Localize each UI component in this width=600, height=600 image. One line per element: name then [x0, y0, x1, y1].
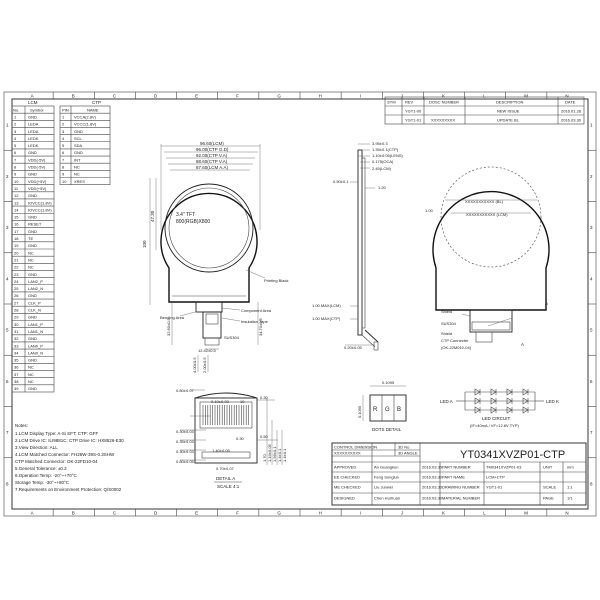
panel-outline	[161, 193, 257, 302]
dim-ctp-od: 96.00(CTP O.D)	[196, 147, 229, 152]
tb-unit-value: 1:1	[567, 484, 573, 490]
lcm-pin-symbol: GND	[28, 243, 37, 249]
lcm-pin-no: 3	[14, 128, 17, 134]
border-letter-bottom: N	[565, 510, 569, 516]
lcm-pin-no: 14	[14, 207, 19, 213]
detail-dim-4: 0.30±0.03	[176, 449, 194, 454]
rev-row2-date: 2016.03.30	[561, 117, 582, 123]
ctp-pin-name: VCCC(1.8V)	[74, 121, 97, 127]
ctp-pin-name: INT	[74, 157, 81, 163]
fpc-tail	[203, 312, 221, 338]
back-fpc	[470, 310, 512, 332]
dim-fpc-34: 34.70±0.5	[258, 318, 263, 336]
lcm-pin-symbol: GND	[28, 214, 37, 220]
control-dimension-label: CONTROL DIMENSION	[334, 444, 378, 450]
border-number-left: 1	[6, 122, 9, 128]
rev-row2-description: UPDATE BL	[497, 117, 519, 123]
ctp-connecter-label: CTP Connecter	[441, 338, 469, 343]
lcm-pin-no: 7	[14, 157, 17, 163]
side-dim-ctp: 1.35±0.1(CTP)	[372, 147, 399, 152]
lcm-pin-no: 17	[14, 228, 19, 234]
border-letter-top: K	[442, 93, 446, 99]
detail-dim-9: 0.80±0.05	[176, 459, 194, 464]
dim-fpc-12: 12.42±0.5	[198, 348, 216, 353]
led-circuit-subtitle: (IF=40mA / VF=12.8V TYP)	[470, 423, 519, 428]
side-dim-lens: 1.10±0.05(LENS)	[372, 153, 403, 158]
back-label-a: A	[545, 301, 549, 306]
lcm-pin-symbol: NC	[28, 257, 34, 263]
lcm-pin-no: 23	[14, 271, 19, 277]
lcm-pin-symbol: LAN0_N	[28, 350, 44, 356]
border-letter-top: F	[236, 93, 240, 99]
lcm-pin-symbol: LAN1_N	[28, 328, 44, 334]
lcm-pin-no: 2	[14, 121, 17, 127]
lcm-pin-no: 18	[14, 236, 19, 241]
back-sus304-label: SUS304	[441, 321, 456, 326]
lcm-pin-no: 28	[14, 307, 19, 313]
lcm-pin-no: 24	[14, 278, 19, 284]
side-view	[312, 141, 404, 350]
detail-dim-6: 0.30	[236, 436, 244, 441]
title-block-rows	[334, 465, 574, 501]
border-letter-bottom: C	[112, 510, 117, 516]
tb-name: Liu Junwei	[374, 484, 393, 490]
3d-no-label: 3D No.	[398, 444, 411, 450]
ctp-header-pin: PIN	[62, 107, 69, 113]
border-letter-bottom: L	[483, 510, 486, 516]
note-line: 7.Requirements on Environment Protection: Q/S0002	[15, 487, 122, 492]
rev-header-dosc: DOSC NUMBER	[429, 99, 460, 105]
lcm-pin-no: 37	[14, 371, 19, 377]
border-letter-top: M	[524, 93, 529, 99]
tb-value: TM0341XVZP01-03	[486, 464, 522, 470]
border-number-left: 7	[6, 430, 9, 436]
note-line: 1.LCM Display Type: A-Si SFT; CTP: GFF	[15, 431, 99, 436]
detail-dim-7: 10	[240, 399, 245, 404]
lcm-pin-symbol: GND	[28, 314, 37, 320]
led-circuit-title: LED CIRCUIT	[482, 416, 511, 421]
lcm-pin-symbol: LAN0_P	[28, 343, 43, 349]
tb-name: Chen HuiXuan	[374, 495, 401, 501]
ctp-pin-no: 5	[62, 143, 65, 149]
note-line: 3.View Direction: ALL	[15, 445, 58, 450]
detail-dim-8: 0.70±0.07	[216, 466, 234, 471]
lcm-pin-no: 39	[14, 386, 19, 392]
ctp-connector-shape	[476, 332, 492, 342]
rev-header-rev: REV	[405, 99, 414, 105]
border-number-left: 5	[6, 327, 9, 333]
notes-title: Notes:	[15, 423, 29, 428]
ctp-pin-no: 9	[62, 171, 65, 177]
ctp-pin-name: XRES	[74, 178, 85, 184]
ctp-pin-name: SDA	[74, 143, 83, 149]
border-letter-bottom: J	[400, 510, 404, 516]
lcm-pin-symbol: CLK_P	[28, 300, 41, 306]
side-dim-ctp-max: 1.00 MAX(CTP)	[312, 316, 341, 321]
border-number-left: 8	[6, 481, 9, 487]
border-number-right: 7	[590, 430, 593, 436]
lcm-pin-symbol: NC	[28, 379, 34, 384]
border-number-left: 2	[6, 173, 9, 179]
lcm-pin-symbol: GND	[28, 336, 37, 342]
side-dim-lcm-max: 1.00 MAX(LCM)	[312, 303, 341, 308]
dim-ctp-va-2: 88.60(CTP V.A)	[196, 159, 228, 164]
ctp-pin-no: 6	[62, 150, 65, 156]
ctp-pin-name: VCCA(2.8V)	[74, 114, 97, 120]
dim-fpc-32: 32.60±0.5	[166, 318, 171, 336]
note-line: 5.General Tolerance: ±0.2	[15, 466, 67, 471]
ctp-header-name: NAME	[87, 107, 99, 113]
lcm-pin-symbol: NC	[28, 364, 34, 370]
border-number-left: 3	[6, 225, 9, 231]
lcm-title: LCM	[28, 100, 38, 105]
border-number-right: 2	[590, 173, 593, 179]
ctp-pin-no: 3	[62, 128, 65, 134]
lcm-pin-no: 19	[14, 243, 19, 249]
title-block	[332, 443, 586, 505]
lcm-pin-symbol: LEDA	[28, 121, 39, 127]
lcm-pin-symbol: LAN1_P	[28, 321, 43, 327]
border-letter-bottom: F	[236, 510, 240, 516]
border-letter-top: G	[277, 93, 281, 99]
lcm-pin-symbol: VDD(+5V)	[28, 185, 47, 191]
inner-frame	[12, 99, 588, 509]
detail-rdim-2: 1.70	[262, 454, 267, 462]
dim-lcm-aa: 87.60(LCM A.A)	[196, 165, 229, 170]
lcm-pin-no: 13	[14, 200, 19, 206]
lcm-pin-symbol: LEDK	[28, 135, 39, 141]
lcm-pin-symbol: GND	[28, 386, 37, 392]
panel-size-label: 3.4" TFT	[176, 212, 196, 218]
active-area-circle	[165, 184, 253, 272]
dots-letter-b: B	[397, 407, 402, 413]
tb-field: DRAWING NUMBER	[442, 484, 480, 490]
detail-a-body	[195, 398, 257, 463]
border-letter-bottom: M	[524, 510, 529, 516]
dots-detail-title: DOTS DETAIL	[372, 427, 402, 432]
lcm-pin-symbol: NC	[28, 264, 34, 270]
detail-a-scale: SCALE 4:1	[217, 484, 240, 489]
note-line: 6.Operation Temp: -20°~+70°C	[15, 473, 77, 478]
ctp-pin-no: 8	[62, 164, 65, 170]
note-line: 2.LCM Drive IC: ILI9881C; CTP Drive IC: HX8526-E30	[15, 438, 124, 443]
dots-letter-r: R	[373, 407, 378, 413]
ctp-pin-name: GND	[74, 150, 83, 156]
revision-table	[385, 97, 584, 124]
dots-width: 0.1095	[382, 380, 395, 385]
rev-header-date: DATE	[565, 99, 576, 105]
dim-lcm-width: 96.60(LCM)	[200, 141, 224, 146]
tb-role: EE CHECKED	[334, 474, 361, 480]
detail-rdim-6: 1.4±0.1	[282, 448, 287, 462]
border-letter-bottom: I	[359, 510, 361, 516]
lcm-pin-no: 10	[14, 178, 19, 184]
border-number-right: 5	[590, 327, 593, 333]
border-number-right: 3	[590, 225, 593, 231]
border-number-right: 4	[590, 276, 593, 282]
lcm-pin-symbol: IOVCC(1.8V)	[28, 207, 52, 213]
border-letter-bottom: D	[154, 510, 158, 516]
lcm-pin-no: 21	[14, 257, 19, 263]
side-dim-total: 3.95±0.3	[372, 141, 388, 146]
tb-unit-label: SCALE	[543, 484, 557, 490]
note-line: 4.LCM Matched Connector: FH26W-39S-0.3SHW	[15, 452, 115, 457]
dim-height-47: 47.30	[150, 210, 155, 222]
detail-dim-0: 0.80±0.07	[176, 388, 194, 393]
rev-header-sym: SYM	[387, 99, 396, 105]
detail-rdim-3: 1.19±0.05	[267, 444, 272, 462]
side-profile-inner	[362, 158, 365, 328]
lcm-pin-no: 32	[14, 336, 19, 342]
side-dim-020: 0.20±0.05	[344, 345, 362, 350]
tb-unit-label: PAGE	[543, 495, 554, 501]
lcm-pin-no: 15	[14, 214, 19, 220]
border-letter-top: A	[30, 93, 34, 99]
ctp-pin-name: GND	[74, 128, 83, 134]
lcm-pin-no: 8	[14, 164, 17, 170]
side-profile-outer	[358, 150, 362, 335]
back-shield2-label: Shield	[441, 331, 453, 336]
lcm-pin-symbol: GND	[28, 357, 37, 363]
border-number-right: 8	[590, 481, 593, 487]
lcm-pin-no: 5	[14, 143, 17, 149]
dim-fpc-2: 2.00±0.5	[202, 357, 207, 373]
side-dim-050: 0.50±0.1	[333, 179, 349, 184]
pin-table	[12, 100, 110, 392]
ctp-pin-name: NC	[74, 171, 80, 177]
rev-row1-rev: YGT1-00	[405, 108, 422, 114]
lcm-pin-rows	[12, 106, 54, 392]
border-letter-bottom: H	[318, 510, 322, 516]
back-bl-label: XXXXXXXXXXX (BL)	[465, 199, 504, 204]
border-letter-top: L	[483, 93, 486, 99]
detail-rdim-0: 0.30	[260, 395, 268, 400]
tb-name: Feng Songlun	[374, 474, 399, 480]
back-size-label: 1.00	[425, 208, 433, 213]
lcm-pin-symbol: NC	[28, 371, 34, 377]
lcm-pin-no: 11	[14, 185, 19, 191]
back-lcm-label: XXXXXXXXXXX (LCM)	[466, 212, 508, 217]
detail-a-pins	[200, 402, 252, 428]
side-dim-lcm: 2.45(LCM)	[372, 166, 391, 171]
lcm-pin-no: 6	[14, 150, 17, 156]
lcm-pin-no: 20	[14, 250, 19, 256]
lcm-pin-symbol: GND	[28, 114, 37, 120]
fpc-upper	[196, 302, 222, 312]
lcm-pin-symbol: VDD(-5V)	[28, 164, 46, 170]
rev-row1-description: NEW ISSUE	[497, 108, 520, 114]
lcm-pin-symbol: TE	[28, 236, 34, 241]
lcm-pin-no: 35	[14, 357, 19, 363]
tb-field: PART NUMBER	[442, 464, 471, 470]
rev-row1-date: 2016.01.28	[561, 108, 582, 114]
border-letter-top: D	[154, 93, 158, 99]
tb-unit-label: UNIT	[543, 464, 553, 470]
border-letter-bottom: B	[71, 510, 75, 516]
tb-date: 2016.03.30	[422, 474, 443, 480]
lcm-pin-symbol: GND	[28, 228, 37, 234]
back-view	[425, 167, 549, 350]
detail-rdim-1: 0.50	[260, 434, 268, 439]
lcm-pin-no: 25	[14, 286, 19, 292]
rev-row2-dosc: XXXXXXXXX	[431, 117, 456, 123]
lcm-pin-symbol: VDD(-5V)	[28, 157, 46, 163]
dim-height-100: 100	[142, 240, 147, 248]
lcm-pin-no: 4	[14, 135, 17, 141]
front-view	[142, 141, 288, 373]
lcm-pin-no: 9	[14, 171, 17, 177]
lcm-header-symbol: Symbol	[30, 107, 44, 113]
tb-role: ME CHECKED	[334, 484, 361, 490]
lcm-pin-no: 22	[14, 264, 19, 270]
lcm-pin-no: 29	[14, 314, 19, 320]
detail-dim-2: 0.30±0.03	[176, 429, 194, 434]
border-number-right: 1	[590, 122, 593, 128]
dots-detail	[357, 380, 406, 432]
dim-fpc-4: 4.00±0.5	[192, 357, 197, 373]
border-letter-top: I	[359, 93, 361, 99]
led-k-label: LED K	[546, 399, 560, 404]
border-number-left: 6	[6, 378, 9, 384]
notes-lines	[15, 431, 124, 492]
detail-dim-5: 1.40±0.05	[212, 448, 230, 453]
ctp-pin-name: NC	[74, 164, 80, 170]
lcm-pin-symbol: RESET	[28, 221, 42, 227]
ctp-pin-no: 4	[62, 135, 65, 141]
tb-value: LCM+CTP	[486, 474, 505, 480]
border-letter-top: E	[195, 93, 199, 99]
panel-resolution-label: 800(RGB)X800	[176, 219, 211, 225]
ctp-pin-no: 7	[62, 157, 65, 163]
detail-dim-3: 0.35±0.03	[176, 439, 194, 444]
lcm-pin-no: 38	[14, 379, 19, 384]
back-label-a2: A	[521, 342, 525, 347]
lcm-pin-symbol: LAN2_P	[28, 278, 43, 284]
lcm-pin-symbol: IOVCC(1.8V)	[28, 200, 52, 206]
lcm-pin-symbol: LAN2_N	[28, 286, 44, 292]
border-letter-bottom: E	[195, 510, 199, 516]
tb-date: 2016.03.30	[422, 464, 443, 470]
border-letter-top: N	[565, 93, 569, 99]
lcm-pin-symbol: GND	[28, 193, 37, 199]
back-shield-label: Shield	[441, 309, 453, 314]
tb-field: MATERIAL NUMBER	[442, 495, 481, 501]
border-letter-top: H	[318, 93, 322, 99]
lcm-pin-no: 12	[14, 193, 19, 199]
ctp-pin-no: 1	[62, 114, 65, 120]
rev-header-description: DESCRIPTION	[496, 99, 524, 105]
sus304-label: SUS304	[224, 335, 239, 340]
lcm-pin-no: 16	[14, 221, 19, 227]
bending-area-label: Bending Area	[160, 315, 185, 320]
border-letter-top: J	[400, 93, 404, 99]
tb-value: YGT1-01	[486, 484, 503, 490]
detail-a	[176, 388, 287, 489]
tb-role: APPROVED	[334, 464, 357, 470]
insulation-tape-label: Insulation Tape	[241, 319, 268, 324]
note-line: CTP Matched Connector: OK-22FD10-04	[15, 459, 98, 464]
note-line: Storage Temp: -30°~+80°C	[15, 480, 70, 485]
border-letter-bottom: A	[30, 510, 34, 516]
3d-angle-label: 3D ANGLE	[398, 450, 418, 456]
border-number-right: 6	[590, 378, 593, 384]
lcm-pin-symbol: GND	[28, 150, 37, 156]
lcm-pin-symbol: LEDA	[28, 128, 39, 134]
dots-height: 0.1095	[357, 405, 362, 418]
tb-unit-value: mm	[567, 464, 574, 470]
detail-dim-1: 0.10±0.03	[211, 399, 229, 404]
led-a-label: LED A	[440, 399, 453, 404]
lcm-pin-symbol: GND	[28, 293, 37, 299]
dim-ctp-va-1: 92.00(CTP V.A)	[196, 153, 228, 158]
lcm-pin-no: 33	[14, 343, 19, 349]
lcm-header-no: No.	[13, 107, 20, 113]
border-number-left: 4	[6, 276, 9, 282]
back-outline	[433, 192, 549, 310]
lcm-pin-no: 36	[14, 364, 19, 370]
lcm-pin-no: 26	[14, 293, 19, 299]
tb-date: 2016.03.30	[422, 495, 443, 501]
detail-rdim-5: 1.4±0.1	[277, 448, 282, 462]
dots-letter-g: G	[385, 407, 390, 413]
tb-unit-value: 1/1	[567, 495, 573, 501]
ctp-pin-no: 10	[62, 178, 67, 184]
ctp-title: CTP	[92, 100, 101, 105]
ctp-pin-no: 2	[62, 121, 65, 127]
title-mark: XXXXXXXXXX	[334, 450, 361, 456]
lcm-pin-symbol: LEDK	[28, 143, 39, 149]
ctp-connecter-pn: (OK-22M010-04)	[441, 345, 472, 350]
component-area-label: Component Area	[241, 308, 272, 313]
ctp-pin-name: SCL	[74, 135, 82, 141]
printing-black-label: Printing Black	[264, 278, 289, 283]
lcm-pin-symbol: GND	[28, 171, 37, 177]
border-letter-bottom: G	[277, 510, 281, 516]
rev-row2-rev: YGT1-01	[405, 117, 422, 123]
ctp-pin-rows	[60, 106, 110, 185]
side-dim-120: 1.20	[378, 185, 386, 190]
lcm-pin-symbol: NC	[28, 250, 34, 256]
lcm-pin-no: 27	[14, 300, 19, 306]
lcm-pin-symbol: CLK_N	[28, 307, 41, 313]
notes	[15, 423, 124, 492]
lcm-pin-no: 31	[14, 328, 19, 334]
detail-a-title: DETAIL A	[216, 476, 236, 481]
lcm-pin-symbol: GND	[28, 271, 37, 277]
side-dim-oca: 0.175(OCA)	[372, 159, 394, 164]
tb-field: PART NAME	[442, 474, 465, 480]
lcm-pin-symbol: VDD(+5V)	[28, 178, 47, 184]
lcm-pin-no: 1	[14, 114, 17, 120]
border-letter-bottom: K	[442, 510, 446, 516]
detail-rdim-4: 1.56±0.1	[272, 446, 277, 462]
view-area-circle	[169, 188, 249, 268]
tb-name: An Guangkun	[374, 464, 399, 470]
part-title: YT0341XVZP01-CTP	[460, 449, 566, 461]
led-circuit	[440, 389, 559, 428]
lcm-pin-no: 30	[14, 321, 19, 327]
tb-date: 2016.03.30	[422, 484, 443, 490]
tb-role: DESIGNED	[334, 495, 355, 501]
border-letter-top: C	[112, 93, 117, 99]
fpc-connector	[205, 338, 219, 345]
lcm-pin-no: 34	[14, 350, 19, 356]
border-letter-top: B	[71, 93, 75, 99]
